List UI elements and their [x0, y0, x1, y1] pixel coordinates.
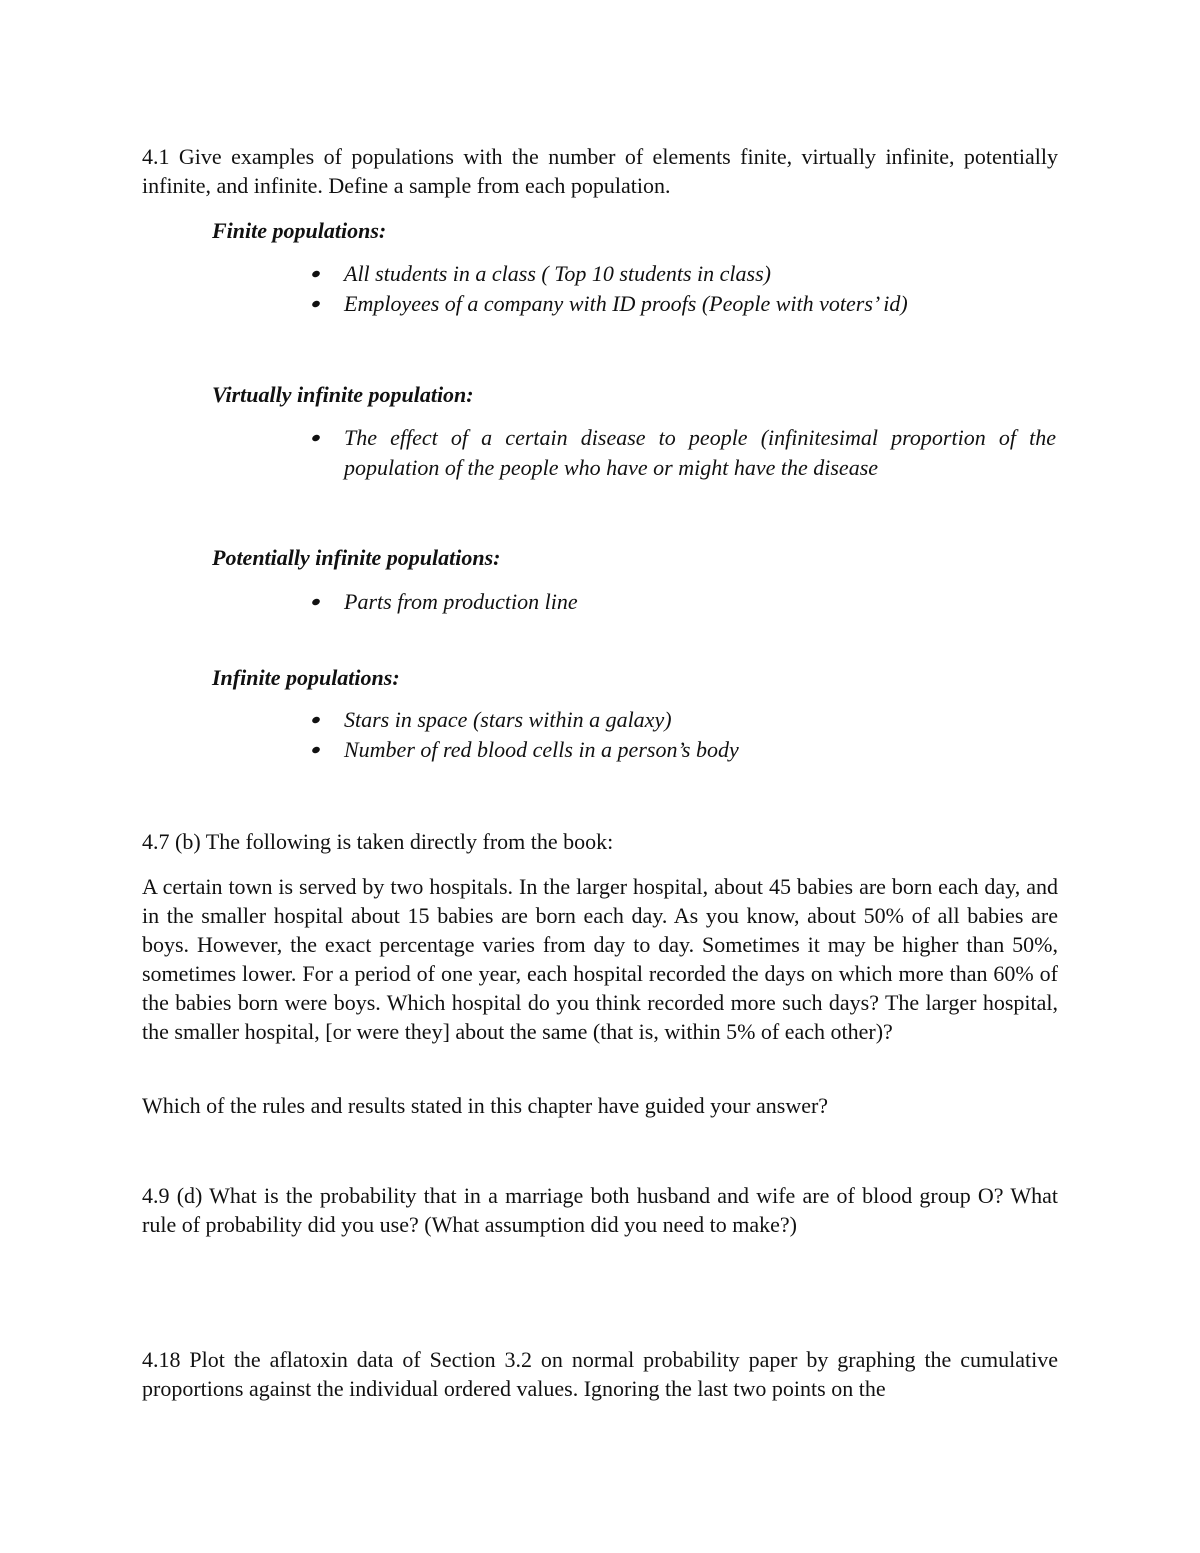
list-item: Stars in space (stars within a galaxy): [0, 705, 1056, 735]
list-item: All students in a class ( Top 10 students in class): [0, 259, 1056, 289]
infinite-populations-list: [0, 705, 1056, 765]
bullet-icon: [311, 270, 321, 279]
question-4-7-intro: 4.7 (b) The following is taken directly from the book:: [142, 829, 614, 854]
question-4-18: 4.18 Plot the aflatoxin data of Section 3.2 on normal probability paper by graphing the cumulative proportions against the individual ordered values. Ignoring the last two points on the: [142, 1347, 1058, 1401]
heading-finite-populations: Finite populations:: [212, 218, 387, 243]
bullet-icon: [311, 716, 321, 725]
heading-potentially-infinite: Potentially infinite populations:: [212, 545, 501, 570]
question-4-9: 4.9 (d) What is the probability that in a marriage both husband and wife are of blood group O? What rule of probability did you use? (What assumption did you need to make?): [142, 1183, 1058, 1237]
question-4-7-followup: Which of the rules and results stated in this chapter have guided your answer?: [142, 1093, 829, 1118]
finite-populations-list: [0, 259, 1056, 319]
question-4-7-quote: A certain town is served by two hospitals. In the larger hospital, about 45 babies are born each day, and in the smaller hospital about 15 babies are born each day. As you know, about 50% of all babies are boys. However, the exact percentage varies from day to day. Sometimes it may be higher than 50%, sometimes lower. For a period of one year, each hospital recorded the days on which more than 60% of the babies born were boys. Which hospital do you think recorded more such days? The larger hospital, the smaller hospital, [or were they] about the same (that is, within 5% of each other)?: [142, 874, 1058, 1044]
heading-infinite-populations: Infinite populations:: [212, 665, 400, 690]
bullet-icon: [311, 746, 321, 755]
bullet-icon: [311, 434, 321, 443]
question-4-1: 4.1 Give examples of populations with the number of elements finite, virtually infinite, potentially infinite, and infinite. Define a sample from each population.: [142, 144, 1058, 198]
potentially-infinite-list: [0, 587, 1056, 617]
bullet-icon: [311, 598, 321, 607]
list-item: Number of red blood cells in a person’s body: [0, 735, 1056, 765]
list-item: Employees of a company with ID proofs (People with voters’ id): [0, 289, 1056, 319]
virtually-infinite-list: [0, 423, 1056, 483]
bullet-icon: [311, 300, 321, 309]
list-item: The effect of a certain disease to people (infinitesimal proportion of the population of the people who have or might have the disease: [0, 423, 1056, 483]
heading-virtually-infinite: Virtually infinite population:: [212, 382, 474, 407]
list-item: Parts from production line: [0, 587, 1056, 617]
